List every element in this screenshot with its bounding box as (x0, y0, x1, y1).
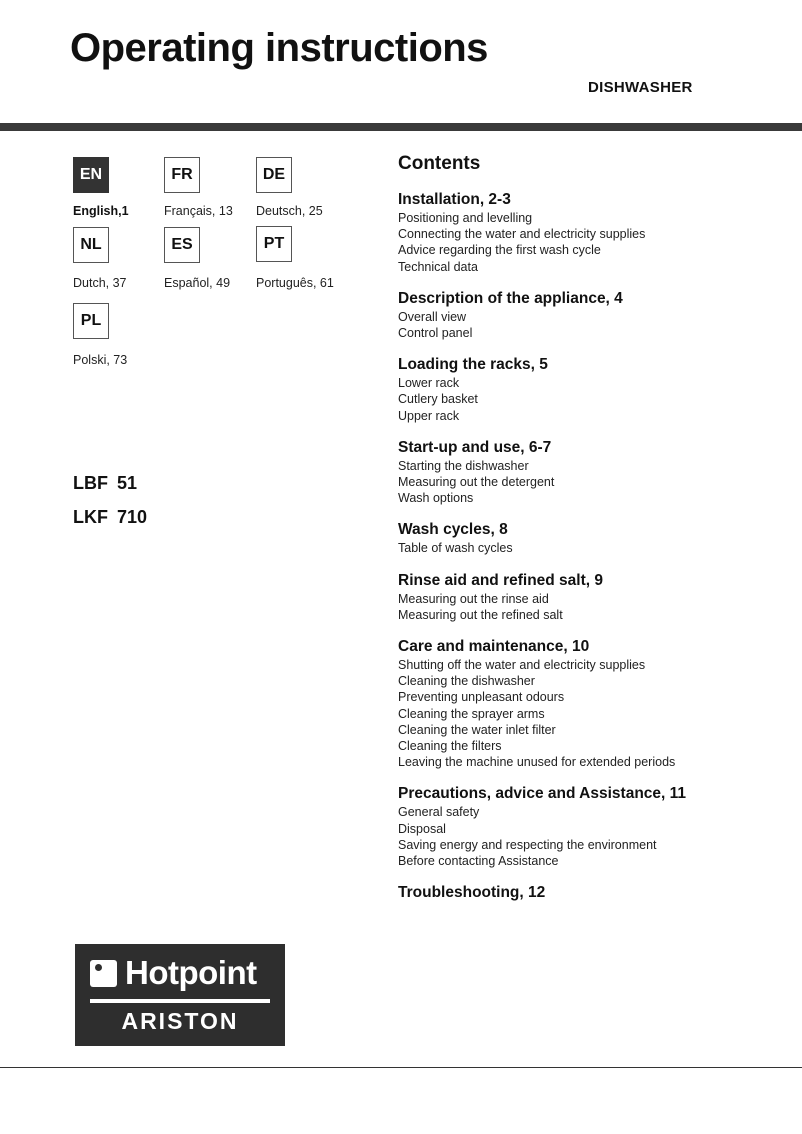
section-heading[interactable]: Installation, 2-3 (398, 191, 511, 208)
contents-section (398, 571, 793, 623)
language-label: Español, 49 (164, 276, 231, 290)
table-of-contents (398, 152, 793, 916)
section-heading[interactable]: Start-up and use, 6-7 (398, 438, 552, 456)
language-de[interactable] (256, 157, 366, 218)
section-item[interactable]: Cleaning the dishwasher (398, 674, 535, 689)
section-heading[interactable]: Care and maintenance, 10 (398, 638, 590, 656)
section-heading[interactable]: Troubleshooting, 12 (398, 884, 546, 902)
section-item[interactable]: Positioning and levelling (398, 211, 533, 225)
section-item[interactable]: Shutting off the water and electricity supplies (398, 658, 646, 673)
section-item[interactable]: Preventing unpleasant odours (398, 690, 565, 705)
contents-section (398, 784, 793, 869)
section-item[interactable]: Lower rack (398, 376, 460, 391)
section-item[interactable]: Disposal (398, 821, 446, 836)
language-code-box[interactable]: FR (164, 157, 200, 193)
language-label: Português, 61 (256, 276, 334, 290)
section-item[interactable]: Cleaning the sprayer arms (398, 706, 545, 721)
section-item[interactable]: Measuring out the refined salt (398, 607, 563, 622)
section-item[interactable]: Control panel (398, 326, 473, 341)
language-label: Polski, 73 (73, 353, 128, 367)
language-code-box[interactable]: EN (73, 157, 109, 193)
contents-section (398, 637, 793, 770)
logo-divider (90, 999, 270, 1003)
section-item[interactable]: Measuring out the rinse aid (398, 591, 549, 606)
section-item[interactable]: Leaving the machine unused for extended periods (398, 755, 676, 770)
language-code-box[interactable]: PL (73, 303, 109, 339)
section-item[interactable]: Table of wash cycles (398, 541, 513, 556)
appliance-type: DISHWASHER (588, 79, 693, 96)
header-divider (0, 123, 802, 131)
contents-section (398, 883, 793, 902)
section-heading[interactable]: Loading the racks, 5 (398, 356, 548, 374)
language-pl[interactable] (73, 303, 183, 367)
brand-logo (75, 944, 285, 1046)
footer-divider (0, 1067, 802, 1068)
language-label: English,1 (73, 204, 129, 218)
section-item[interactable]: General safety (398, 805, 480, 820)
section-heading[interactable]: Rinse aid and refined salt, 9 (398, 571, 604, 589)
language-code-box[interactable]: DE (256, 157, 292, 193)
section-item[interactable]: Cleaning the filters (398, 739, 502, 754)
language-code-box[interactable]: ES (164, 227, 200, 263)
section-item[interactable]: Connecting the water and electricity supplies (398, 227, 646, 242)
contents-section (398, 355, 793, 424)
model-name: LKF 710 (73, 507, 148, 527)
contents-section (398, 520, 793, 556)
section-item[interactable]: Cleaning the water inlet filter (398, 722, 556, 737)
section-item[interactable]: Saving energy and respecting the environment (398, 837, 657, 852)
language-pt[interactable] (256, 226, 366, 290)
section-item[interactable]: Overall view (398, 309, 467, 324)
section-heading[interactable]: Precautions, advice and Assistance, 11 (398, 785, 687, 803)
contents-title: Contents (398, 153, 481, 174)
language-label: Deutsch, 25 (256, 204, 323, 218)
contents-section (398, 190, 793, 275)
section-item[interactable]: Starting the dishwasher (398, 458, 529, 473)
section-item[interactable]: Before contacting Assistance (398, 854, 559, 869)
section-item[interactable]: Upper rack (398, 408, 460, 423)
section-item[interactable]: Measuring out the detergent (398, 475, 555, 490)
brand-mark-icon (90, 960, 117, 987)
language-label: Français, 13 (164, 204, 233, 218)
brand-name-bottom: ARISTON (121, 1008, 239, 1034)
section-item[interactable]: Cutlery basket (398, 392, 478, 407)
language-code-box[interactable]: PT (256, 226, 292, 262)
section-heading[interactable]: Wash cycles, 8 (398, 521, 508, 539)
model-name: LBF 51 (73, 473, 138, 493)
language-label: Dutch, 37 (73, 276, 127, 290)
language-code-box[interactable]: NL (73, 227, 109, 263)
section-item[interactable]: Technical data (398, 259, 478, 274)
page-title: Operating instructions (70, 26, 488, 70)
contents-section (398, 289, 793, 341)
section-item[interactable]: Advice regarding the first wash cycle (398, 243, 601, 258)
section-item[interactable]: Wash options (398, 491, 474, 506)
section-heading[interactable]: Description of the appliance, 4 (398, 289, 623, 307)
contents-section (398, 438, 793, 507)
brand-name-top: Hotpoint (125, 954, 257, 991)
